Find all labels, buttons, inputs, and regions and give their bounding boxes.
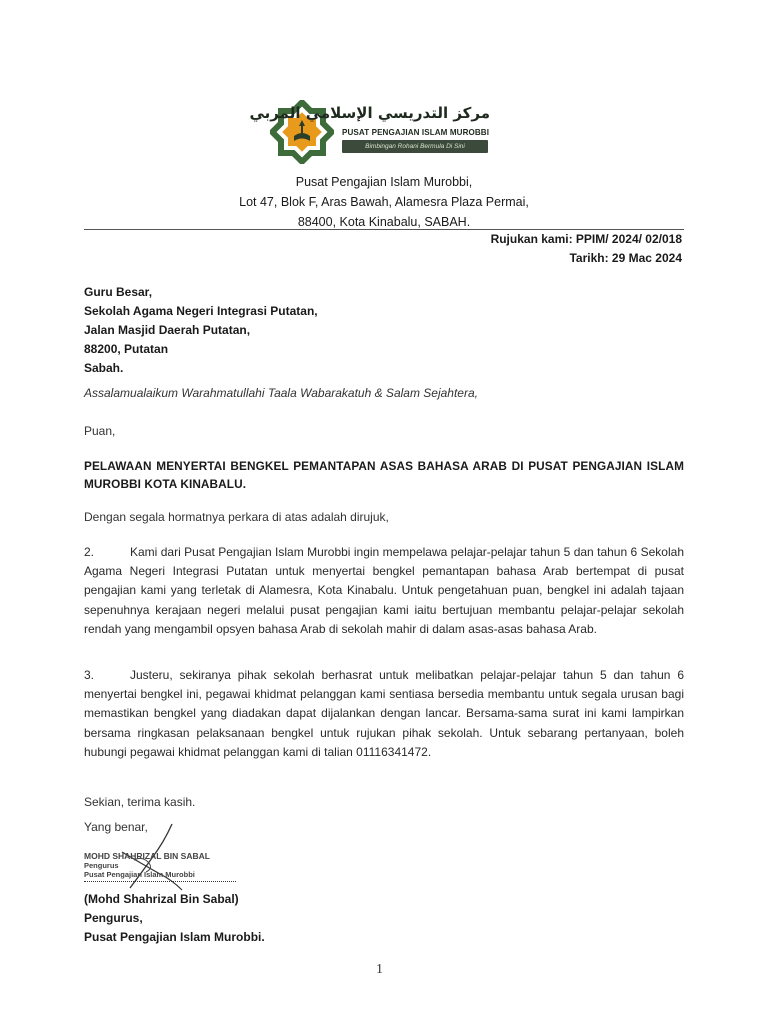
page-number: 1: [376, 962, 383, 977]
letter-date: Tarikh: 29 Mac 2024: [569, 251, 682, 265]
recipient-line: Jalan Masjid Daerah Putatan,: [84, 323, 251, 337]
closing-line: Sekian, terima kasih.: [84, 795, 196, 809]
paragraph-number: 2.: [84, 545, 95, 559]
salutation: Puan,: [84, 424, 116, 438]
address-line: Pusat Pengajian Islam Murobbi,: [295, 175, 473, 189]
address-line: Lot 47, Blok F, Aras Bawah, Alamesra Plaza Permai,: [239, 195, 529, 209]
recipient-line: Sekolah Agama Negeri Integrasi Putatan,: [84, 304, 318, 318]
paragraph-2: [84, 543, 684, 639]
reference-number: Rujukan kami: PPIM/ 2024/ 02/018: [490, 232, 682, 246]
recipient-line: 88200, Putatan: [84, 342, 169, 356]
signer-title: Pengurus,: [84, 911, 143, 925]
paragraph-3: [84, 666, 684, 762]
signer-block: [84, 890, 265, 947]
sender-address: [200, 172, 568, 232]
address-line: 88400, Kota Kinabalu, SABAH.: [297, 215, 471, 229]
recipient-line: Sabah.: [84, 361, 124, 375]
paragraph-text: Justeru, sekiranya pihak sekolah berhasrat untuk melibatkan pelajar-pelajar tahun 5 dan tahun 6 menyertai bengkel ini, pegawai khidmat pelanggan kami sentiasa bersedia membantu untuk segala urusan bagi memastikan bengkel yang diadakan dapat dijalankan dengan lancar. Bersama-sama surat ini kami lampirkan bersama ringkasan pelaksanaan bengkel untuk rujukan pihak sekolah. Untuk sebarang pertanyaan, boleh hubungi pegawai khidmat pelanggan kami di talian 01116341472.: [84, 668, 684, 759]
official-stamp: [84, 852, 210, 879]
reference-block: [491, 230, 682, 268]
stamp-org: Pusat Pengajian Islam Murobbi: [84, 870, 195, 879]
paragraph-number: 3.: [84, 668, 95, 682]
letterhead-logo: [249, 100, 520, 170]
letterhead-tagline: Bimbingan Rohani Bermula Di Sini: [342, 140, 488, 153]
intro-line: Dengan segala hormatnya perkara di atas adalah dirujuk,: [84, 510, 389, 524]
letter-subject: PELAWAAN MENYERTAI BENGKEL PEMANTAPAN ASAS BAHASA ARAB DI PUSAT PENGAJIAN ISLAM MUROBBI KOTA KINABALU.: [84, 459, 684, 491]
letterhead-latin-name: PUSAT PENGAJIAN ISLAM MUROBBI: [342, 127, 490, 137]
paragraph-text: Kami dari Pusat Pengajian Islam Murobbi ingin mempelawa pelajar-pelajar tahun 5 dan tahun 6 Sekolah Agama Negeri Integrasi Putatan untuk menyertai bengkel pemantapan bahasa Arab bertempat di pusat pengajian kami yang terletak di Alamesra, Kota Kinabalu. Untuk pengetahuan puan, bengkel ini adalah tajaan sepenuhnya kerajaan negeri melalui pusat pengajian kami iaitu bertujuan membantu pelajar-pelajar sekolah rendah yang mengambil opsyen bahasa Arab di sekolah mahir di dalam asas-asas bahasa Arab.: [84, 545, 684, 636]
greeting: Assalamualaikum Warahmatullahi Taala Wabarakatuh & Salam Sejahtera,: [84, 386, 478, 400]
signer-name: (Mohd Shahrizal Bin Sabal): [84, 892, 239, 906]
stamp-role: Pengurus: [84, 861, 119, 870]
letterhead-arabic-name: مركز التدريسي الإسلامي المربي: [249, 104, 490, 122]
sign-off: Yang benar,: [84, 820, 148, 834]
signer-org: Pusat Pengajian Islam Murobbi.: [84, 930, 265, 944]
recipient-line: Guru Besar,: [84, 285, 153, 299]
signature-line: [84, 881, 236, 882]
recipient-address: [84, 283, 318, 378]
stamp-name: MOHD SHAHRIZAL BIN SABAL: [84, 851, 210, 861]
